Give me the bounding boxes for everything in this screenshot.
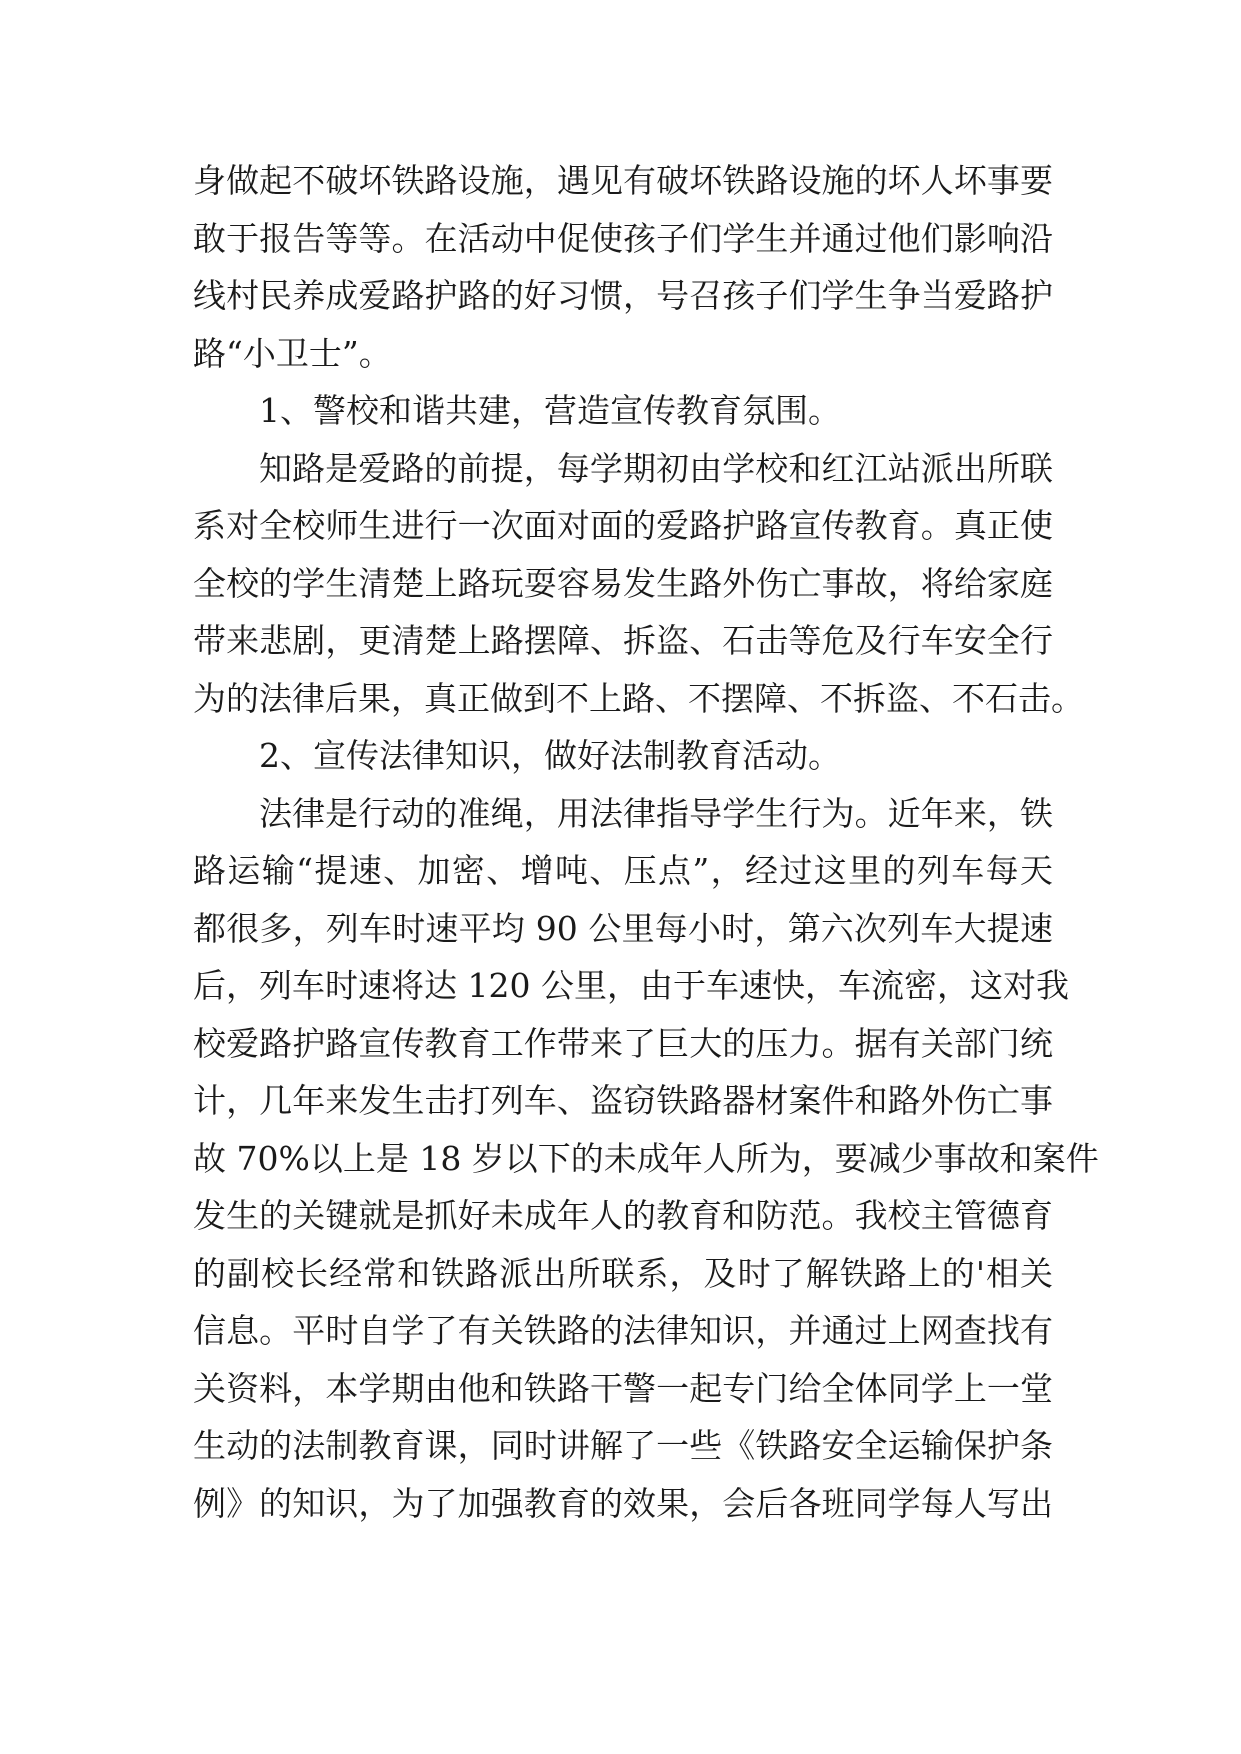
document-body (193, 152, 1099, 1532)
text-line: 全校的学生清楚上路玩耍容易发生路外伤亡事故，将给家庭 (193, 563, 1053, 603)
text-line: 法律是行动的准绳，用法律指导学生行为。近年来，铁 (259, 793, 1053, 833)
text-line: 例》的知识，为了加强教育的效果，会后各班同学每人写出 (193, 1483, 1053, 1523)
text-line: 为的法律后果，真正做到不上路、不摆障、不拆盗、不石击。 (193, 678, 1084, 718)
text-line: 知路是爱路的前提，每学期初由学校和红江站派出所联 (259, 448, 1053, 488)
text-line: 故 70%以上是 18 岁以下的未成年人所为，要减少事故和案件 (193, 1138, 1099, 1178)
text-line: 身做起不破坏铁路设施，遇见有破坏铁路设施的坏人坏事要 (193, 161, 1053, 200)
text-line: 都很多，列车时速平均 90 公里每小时，第六次列车大提速 (193, 908, 1053, 948)
text-line: 关资料，本学期由他和铁路干警一起专门给全体同学上一堂 (193, 1368, 1053, 1408)
text-line: 1、警校和谐共建，营造宣传教育氛围。 (259, 391, 841, 430)
text-line: 的副校长经常和铁路派出所联系，及时了解铁路上的'相关 (193, 1253, 1053, 1293)
text-line: 路“小卫士”。 (193, 333, 392, 373)
text-line: 线村民养成爱路护路的好习惯，号召孩子们学生争当爱路护 (193, 276, 1053, 315)
text-line: 信息。平时自学了有关铁路的法律知识，并通过上网查找有 (193, 1311, 1053, 1350)
text-line: 路运输“提速、加密、增吨、压点”，经过这里的列车每天 (193, 851, 1053, 890)
text-line: 校爱路护路宣传教育工作带来了巨大的压力。据有关部门统 (193, 1023, 1053, 1063)
text-line: 带来悲剧，更清楚上路摆障、拆盗、石击等危及行车安全行 (193, 621, 1053, 660)
text-line: 2、宣传法律知识，做好法制教育活动。 (259, 736, 841, 775)
text-line: 系对全校师生进行一次面对面的爱路护路宣传教育。真正使 (193, 506, 1053, 545)
text-line: 生动的法制教育课，同时讲解了一些《铁路安全运输保护条 (193, 1426, 1053, 1465)
text-line: 后，列车时速将达 120 公里，由于车速快，车流密，这对我 (193, 966, 1069, 1005)
text-line: 敢于报告等等。在活动中促使孩子们学生并通过他们影响沿 (193, 218, 1053, 258)
text-line: 计，几年来发生击打列车、盗窃铁路器材案件和路外伤亡事 (193, 1081, 1053, 1120)
text-line: 发生的关键就是抓好未成年人的教育和防范。我校主管德育 (193, 1196, 1053, 1235)
